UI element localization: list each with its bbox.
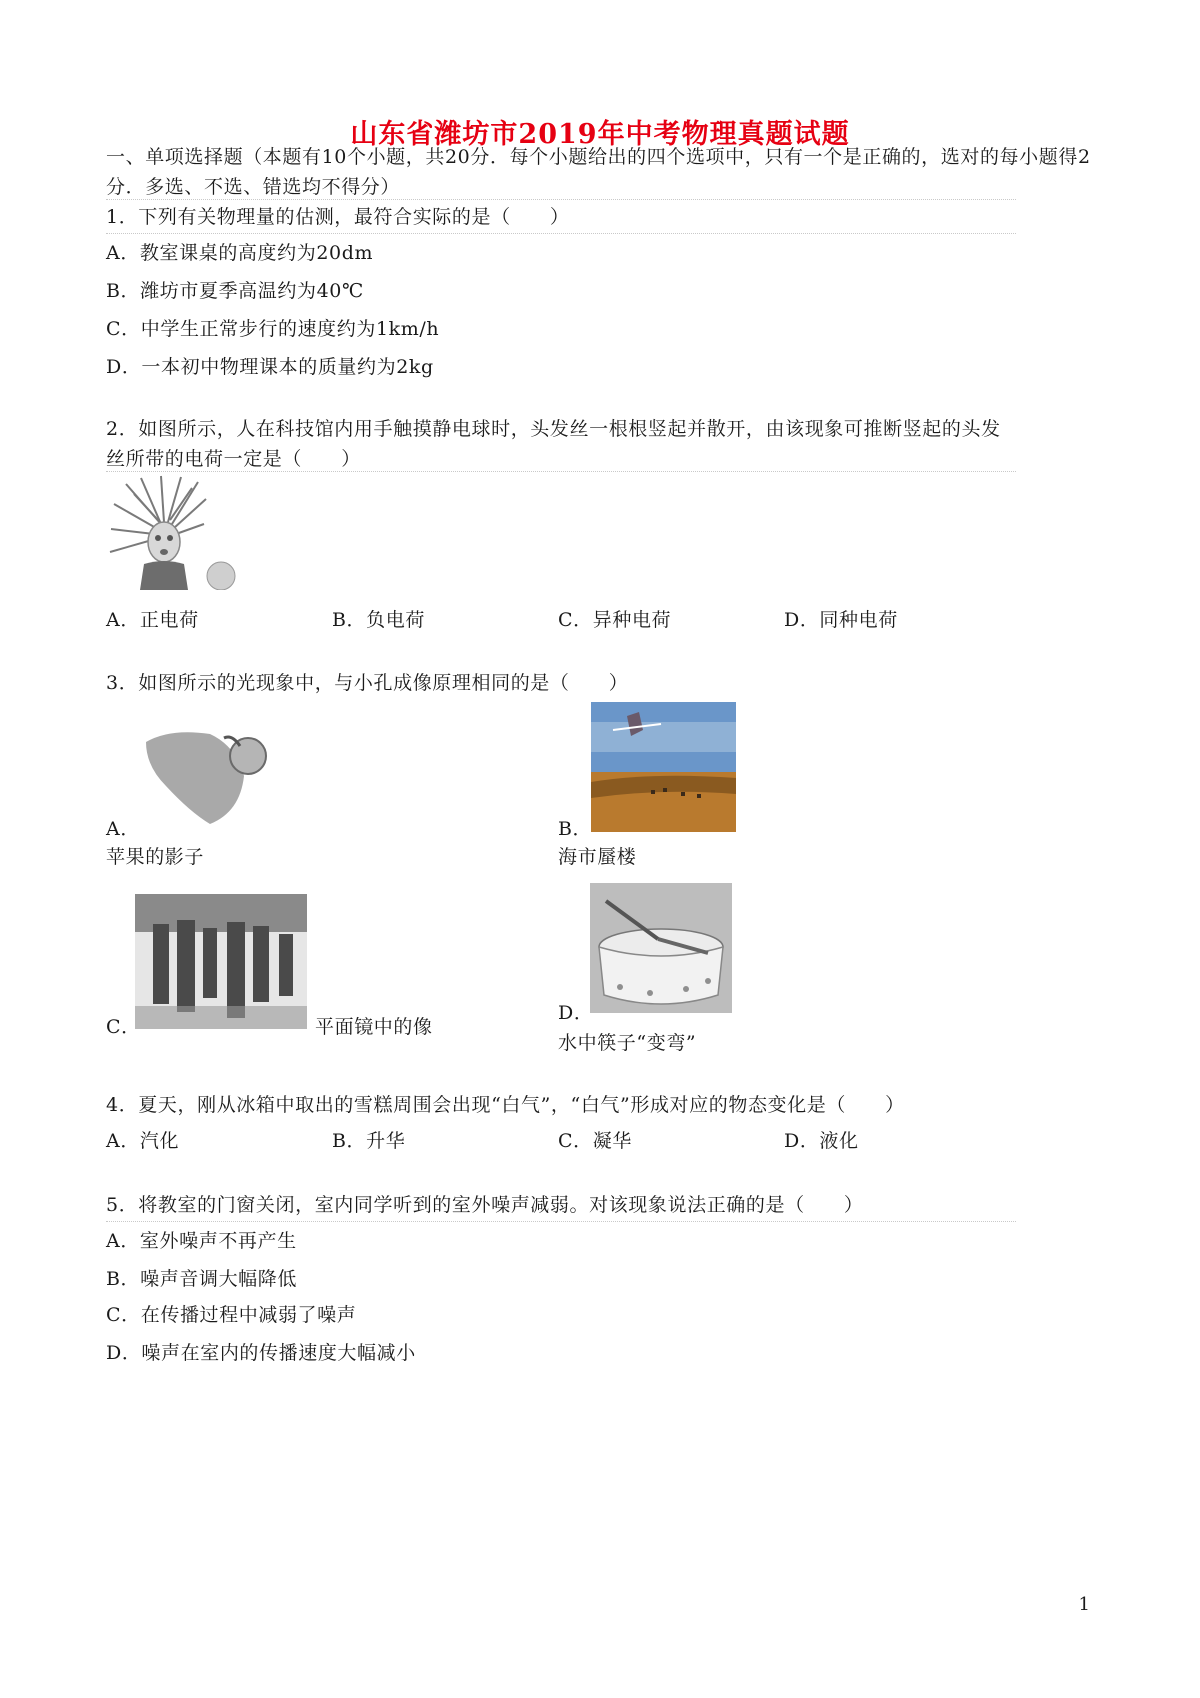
question-1-option-a: A．教室课桌的高度约为20dm xyxy=(106,242,374,264)
question-2-option-b: B．负电荷 xyxy=(332,609,425,631)
divider xyxy=(106,471,1016,472)
question-5-stem: 5．将教室的门窗关闭，室内同学听到的室外噪声减弱。对该现象说法正确的是（ ） xyxy=(106,1194,864,1216)
question-3-figure-d xyxy=(590,883,732,1013)
question-3-figure-c xyxy=(135,894,307,1029)
question-3-figure-a xyxy=(140,716,268,828)
divider xyxy=(106,1221,1016,1222)
question-3-option-c: C． xyxy=(106,1016,141,1038)
question-5-option-c: C．在传播过程中减弱了噪声 xyxy=(106,1304,357,1326)
question-2-figure xyxy=(106,474,246,590)
question-2-option-c: C．异种电荷 xyxy=(558,609,672,631)
question-3-caption-a: 苹果的影子 xyxy=(106,846,205,868)
question-5-option-b: B．噪声音调大幅降低 xyxy=(106,1268,297,1290)
section-header: 一、单项选择题（本题有10个小题，共20分．每个小题给出的四个选项中，只有一个是正确的，选对的每小题得2分．多选、不选、错选均不得分） xyxy=(106,146,1091,198)
question-5-option-a: A．室外噪声不再产生 xyxy=(106,1230,297,1252)
question-3-caption-d: 水中筷子“变弯” xyxy=(558,1032,697,1054)
page-number: 1 xyxy=(1078,1594,1090,1615)
page-title: 山东省潍坊市2019年中考物理真题试题 xyxy=(350,119,850,150)
question-3-option-b: B． xyxy=(558,818,593,840)
question-3-option-d: D． xyxy=(558,1002,594,1024)
question-2-option-d: D．同种电荷 xyxy=(784,609,898,631)
question-4-option-d: D．液化 xyxy=(784,1130,859,1152)
question-3-stem: 3．如图所示的光现象中，与小孔成像原理相同的是（ ） xyxy=(106,672,629,694)
question-1-option-d: D．一本初中物理课本的质量约为2kg xyxy=(106,356,434,378)
question-4-option-a: A．汽化 xyxy=(106,1130,180,1152)
question-3-caption-b: 海市蜃楼 xyxy=(558,846,637,868)
divider xyxy=(106,233,1016,234)
question-4-option-c: C．凝华 xyxy=(558,1130,632,1152)
question-1-option-c: C．中学生正常步行的速度约为1km/h xyxy=(106,318,440,340)
question-1-option-b: B．潍坊市夏季高温约为40℃ xyxy=(106,280,364,302)
question-4-stem: 4．夏天，刚从冰箱中取出的雪糕周围会出现“白气”，“白气”形成对应的物态变化是（ ） xyxy=(106,1094,905,1116)
question-2-option-a: A．正电荷 xyxy=(106,609,199,631)
question-5-option-d: D．噪声在室内的传播速度大幅减小 xyxy=(106,1342,416,1364)
question-4-option-b: B．升华 xyxy=(332,1130,406,1152)
question-1-stem: 1．下列有关物理量的估测，最符合实际的是（ ） xyxy=(106,206,570,228)
divider xyxy=(106,199,1016,200)
question-3-caption-c: 平面镜中的像 xyxy=(315,1016,433,1038)
question-2-stem: 2．如图所示，人在科技馆内用手触摸静电球时，头发丝一根根竖起并散开，由该现象可推断竖起的头发丝所带的电荷一定是（ ） xyxy=(106,418,1001,470)
question-3-figure-b xyxy=(591,702,736,832)
question-3-option-a: A． xyxy=(106,818,140,840)
